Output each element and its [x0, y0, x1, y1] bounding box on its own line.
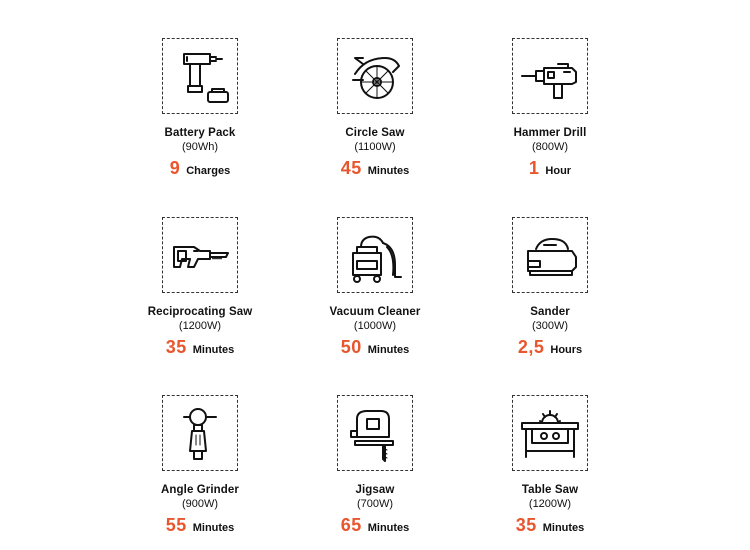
runtime-value: 45 [340, 158, 362, 178]
device-wattage: (300W) [531, 320, 569, 332]
device-name: Vacuum Cleaner [329, 306, 421, 318]
runtime-estimate [275, 337, 475, 360]
runtime-unit: Charges [186, 165, 231, 177]
device-name: Jigsaw [355, 484, 395, 496]
runtime-unit: Minutes [192, 344, 235, 356]
device-name: Hammer Drill [513, 127, 587, 139]
sander-icon [518, 223, 582, 287]
runtime-estimate [450, 158, 650, 181]
icon-frame [512, 38, 588, 114]
circle-saw-icon [343, 44, 407, 108]
device-wattage: (1200W) [178, 320, 222, 332]
device-name: Sander [530, 306, 570, 318]
device-card-jigsaw [275, 395, 475, 538]
runtime-estimate [275, 515, 475, 538]
runtime-estimate [100, 158, 300, 181]
device-name: Reciprocating Saw [147, 306, 253, 318]
device-card-hammer-drill [450, 38, 650, 181]
runtime-estimate [100, 337, 300, 360]
runtime-value: 35 [165, 337, 187, 357]
device-wattage: (800W) [531, 141, 569, 153]
device-name: Circle Saw [345, 127, 405, 139]
icon-frame [512, 217, 588, 293]
runtime-unit: Minutes [542, 522, 585, 534]
runtime-unit: Minutes [192, 522, 235, 534]
runtime-value: 65 [340, 515, 362, 535]
runtime-unit: Hour [545, 165, 572, 177]
device-name: Battery Pack [164, 127, 236, 139]
device-card-sander [450, 217, 650, 360]
device-name: Table Saw [521, 484, 579, 496]
device-name: Angle Grinder [161, 484, 239, 496]
device-card-reciprocating-saw [100, 217, 300, 360]
device-wattage: (1200W) [528, 498, 572, 510]
icon-frame [337, 395, 413, 471]
vacuum-cleaner-icon [343, 223, 407, 287]
runtime-value: 2,5 [517, 337, 545, 357]
runtime-unit: Hours [550, 344, 583, 356]
icon-frame [162, 38, 238, 114]
runtime-value: 9 [169, 158, 181, 178]
runtime-value: 35 [515, 515, 537, 535]
runtime-estimate [450, 337, 650, 360]
runtime-unit: Minutes [367, 522, 410, 534]
icon-frame [162, 217, 238, 293]
reciprocating-saw-icon [168, 223, 232, 287]
device-card-vacuum-cleaner [275, 217, 475, 360]
device-card-battery-pack [100, 38, 300, 181]
runtime-estimate [100, 515, 300, 538]
device-card-circle-saw [275, 38, 475, 181]
hammer-drill-icon [518, 44, 582, 108]
icon-frame [512, 395, 588, 471]
runtime-value: 50 [340, 337, 362, 357]
runtime-value: 55 [165, 515, 187, 535]
jigsaw-icon [343, 401, 407, 465]
battery-drill-icon [168, 44, 232, 108]
runtime-value: 1 [528, 158, 540, 178]
table-saw-icon [518, 401, 582, 465]
icon-frame [337, 217, 413, 293]
device-card-table-saw [450, 395, 650, 538]
runtime-estimate [450, 515, 650, 538]
device-card-angle-grinder [100, 395, 300, 538]
runtime-unit: Minutes [367, 165, 410, 177]
angle-grinder-icon [168, 401, 232, 465]
runtime-unit: Minutes [367, 344, 410, 356]
runtime-estimate [275, 158, 475, 181]
icon-frame [162, 395, 238, 471]
device-wattage: (90Wh) [181, 141, 219, 153]
device-wattage: (1100W) [354, 141, 396, 153]
device-wattage: (700W) [356, 498, 394, 510]
device-wattage: (900W) [181, 498, 219, 510]
icon-frame [337, 38, 413, 114]
device-wattage: (1000W) [353, 320, 397, 332]
